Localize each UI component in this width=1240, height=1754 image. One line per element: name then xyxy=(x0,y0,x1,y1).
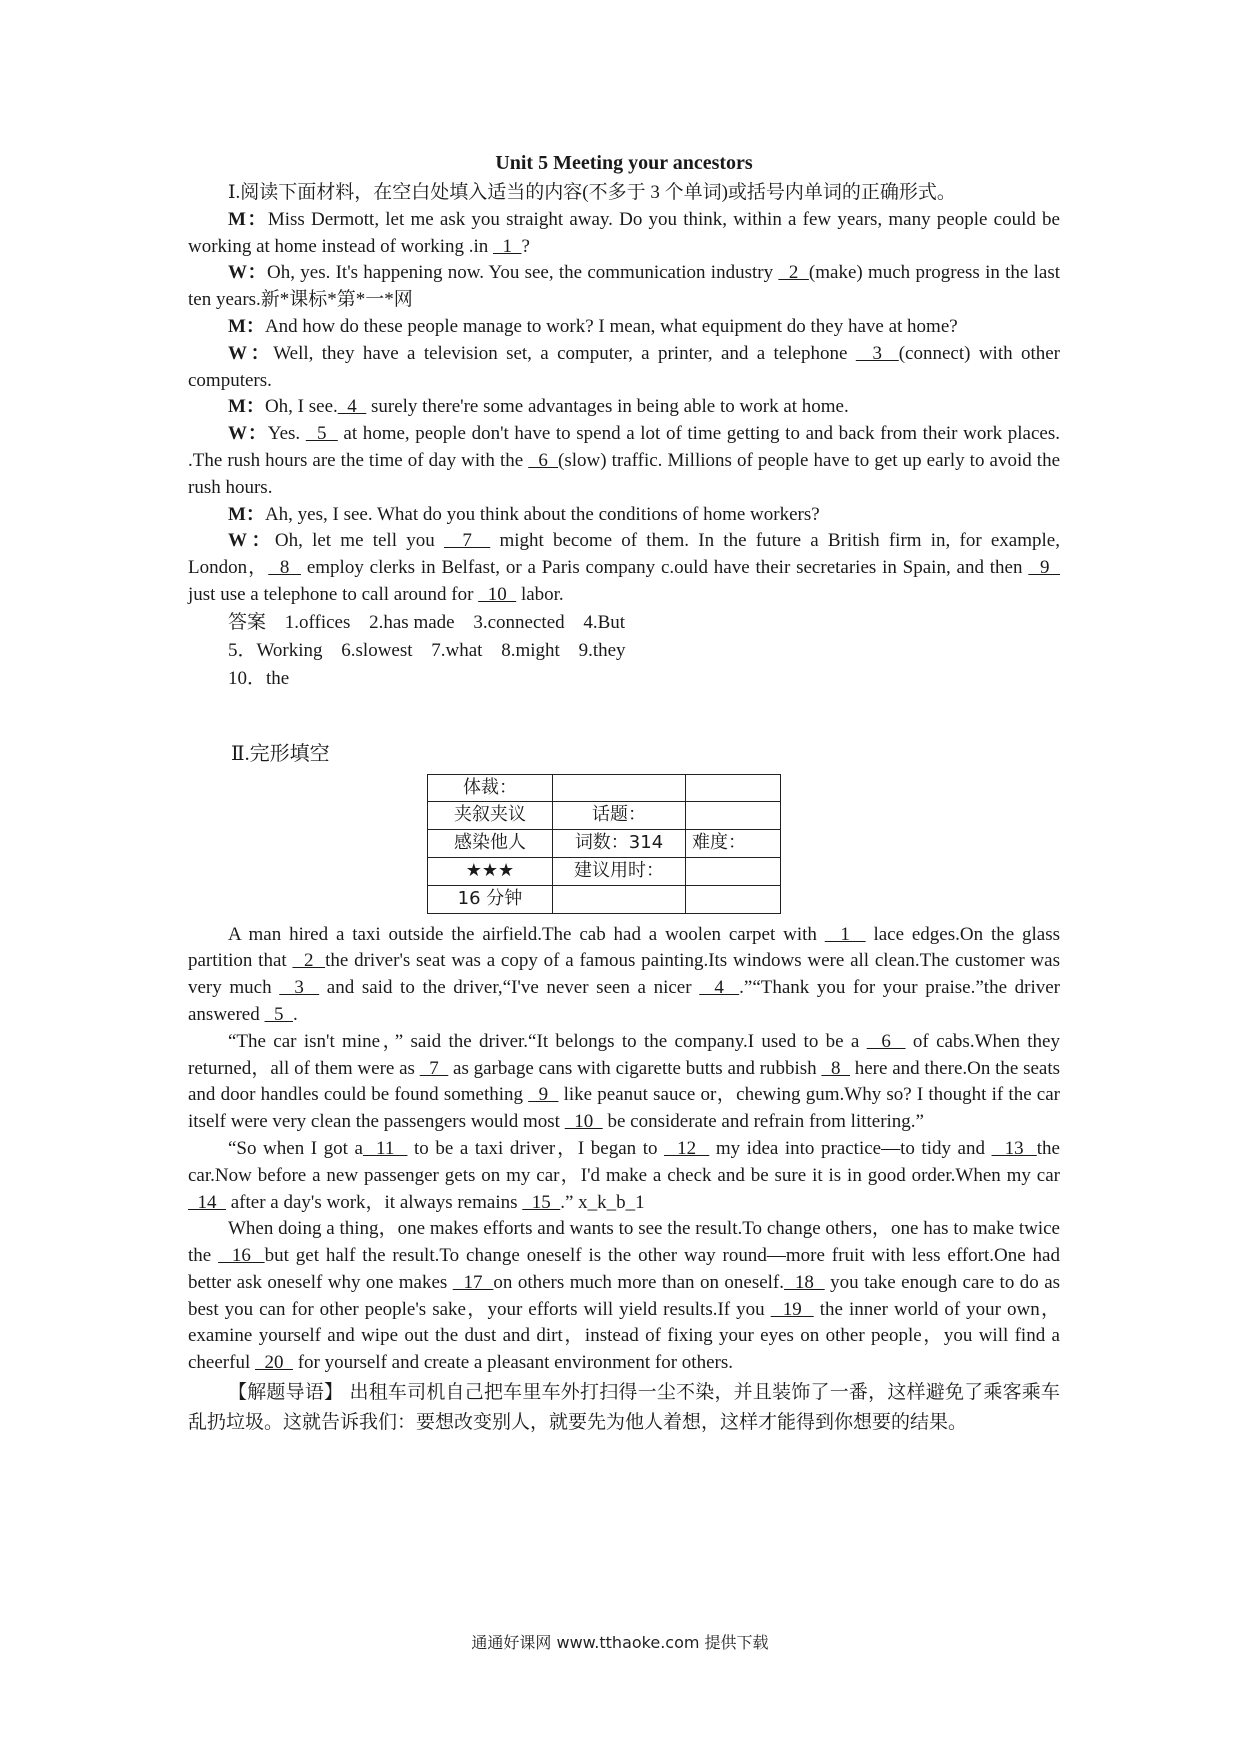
answer-item: 2.has made xyxy=(369,611,455,633)
blank-marker: 2 xyxy=(778,262,809,284)
answer-key xyxy=(188,609,1060,693)
page-footer: 通通好课网 www.tthaoke.com 提供下载 xyxy=(471,1633,769,1652)
blank-marker: 11 xyxy=(362,1137,408,1159)
dialogue-text: Well, they have a television set, a computer, a printer, and a telephone 3 (connect) with other computers. xyxy=(188,342,1061,391)
answer-item: 8.might xyxy=(501,639,560,661)
speaker-label: M： xyxy=(228,396,265,418)
blank-marker: 9 xyxy=(528,1084,559,1106)
answers-label: 答案 xyxy=(228,611,267,633)
table-cell xyxy=(686,774,781,802)
dialogue-line xyxy=(188,260,1060,314)
dialogue-text: Miss Dermott, let me ask you straight away. Do you think, within a few years, many people could be working at home instead of working .in 1 ? xyxy=(188,208,1060,257)
blank-marker: 3 xyxy=(855,342,899,364)
speaker-label: M： xyxy=(228,503,265,525)
blank-marker: 12 xyxy=(664,1137,710,1159)
blank-marker: 10 xyxy=(564,1111,603,1133)
dialogue-text: Oh, let me tell you 7 might become of them. In the future a British firm in, for example, London， 8 employ clerks in Belfast, or a Paris company c.ould have their secretaries in Spain, and then 9 just use a telephone to call around for 10 labor. xyxy=(188,530,1061,605)
answer-item: 9.they xyxy=(578,639,626,661)
passage-paragraph: “So when I got a 11 to be a taxi driver，I began to 12 my idea into practice—to tidy and 13 the car.Now before a new passenger gets on my car，I'd make a check and be sure it is in good order.When my car 14 after a day's work，it always remains 15 .” x_k_b_1 xyxy=(188,1137,1060,1213)
table-cell: 体裁： xyxy=(428,774,553,802)
table-cell: 建议用时： xyxy=(553,857,686,885)
answer-item: 3.connected xyxy=(473,611,565,633)
answer-item: 6.slowest xyxy=(341,639,413,661)
blank-marker: 4 xyxy=(699,977,740,999)
table-row xyxy=(428,885,781,913)
speaker-label: W： xyxy=(228,262,268,284)
dialogue-text: Ah, yes, I see. What do you think about the conditions of home workers? xyxy=(264,503,820,525)
table-cell: 16 分钟 xyxy=(428,885,553,913)
dialogue-line xyxy=(188,502,1060,529)
speaker-label: W： xyxy=(228,423,268,445)
page-content xyxy=(188,150,1060,1437)
dialogue xyxy=(188,207,1060,609)
blank-marker: 2 xyxy=(292,950,326,972)
dialogue-line xyxy=(188,341,1060,395)
section2-heading: Ⅱ.完形填空 xyxy=(231,742,330,765)
dialogue-text: And how do these people manage to work? I mean, what equipment do they have at home? xyxy=(264,315,958,337)
table-cell xyxy=(686,857,781,885)
blank-marker: 7 xyxy=(443,530,491,552)
answer-item: 7.what xyxy=(431,639,483,661)
table-cell: ★★★ xyxy=(428,857,553,885)
table-cell: 夹叙夹议 xyxy=(428,802,553,830)
blank-marker: 19 xyxy=(770,1298,814,1320)
answer-line xyxy=(228,637,1060,665)
table-cell xyxy=(686,802,781,830)
blank-marker: 5 xyxy=(264,1003,293,1025)
dialogue-text: Oh, I see. 4 surely there're some advantages in being able to work at home. xyxy=(264,396,849,418)
blank-marker: 5 xyxy=(305,423,338,445)
passage-info-table xyxy=(427,774,781,914)
blank-marker: 8 xyxy=(268,557,302,579)
table-cell xyxy=(553,774,686,802)
blank-marker: 4 xyxy=(337,396,367,418)
dialogue-line xyxy=(188,421,1060,501)
blank-marker: 17 xyxy=(452,1271,494,1293)
blank-marker: 15 xyxy=(522,1191,561,1213)
dialogue-line xyxy=(188,207,1060,261)
blank-marker: 1 xyxy=(824,923,866,945)
answer-item: 5．Working xyxy=(228,639,323,661)
blank-marker: 9 xyxy=(1028,557,1061,579)
blank-marker: 6 xyxy=(528,449,559,471)
blank-marker: 8 xyxy=(821,1057,850,1079)
table-cell xyxy=(686,885,781,913)
passage-paragraph: A man hired a taxi outside the airfield.The cab had a woolen carpet with 1 lace edges.On the glass partition that 2 the driver's seat was a copy of a famous painting.Its windows were all clean.The customer was very much 3 and said to the driver,“I've never seen a nicer 4 .”“Thank you for your praise.”the driver answered 5 . xyxy=(188,923,1060,1025)
table-row xyxy=(428,802,781,830)
speaker-label: M： xyxy=(228,315,265,337)
table-cell: 感染他人 xyxy=(428,830,553,858)
blank-marker: 3 xyxy=(279,977,320,999)
table-cell: 难度： xyxy=(686,830,781,858)
blank-marker: 6 xyxy=(866,1030,906,1052)
blank-marker: 18 xyxy=(784,1271,825,1293)
speaker-label: M： xyxy=(228,208,268,230)
table-cell: 话题： xyxy=(553,802,686,830)
dialogue-line xyxy=(188,528,1060,608)
blank-marker: 10 xyxy=(478,583,517,605)
dialogue-line xyxy=(188,314,1060,341)
solution-guide: 【解题导语】 出租车司机自己把车里车外打扫得一尘不染，并且装饰了一番，这样避免了乘客乘车乱扔垃圾。这就告诉我们：要想改变别人，就要先为他人着想，这样才能得到你想要的结果。 xyxy=(188,1381,1060,1434)
table-cell: 词数：314 xyxy=(553,830,686,858)
answer-line xyxy=(228,665,1060,693)
passage-paragraph: “The car isn't mine，” said the driver.“It belongs to the company.I used to be a 6 of cabs.When they returned，all of them were as 7 as garbage cans with cigarette butts and rubbish 8 here and there.On the seats and door handles could be found something 9 like peanut sauce or，chewing gum.Why so? I thought if the car itself were very clean the passengers would most 10 be considerate and refrain from littering.” xyxy=(188,1030,1061,1133)
answer-item: 4.But xyxy=(583,611,626,633)
table-row xyxy=(428,774,781,802)
dialogue-text: Oh, yes. It's happening now. You see, the communication industry 2 (make) much progress in the last ten years.新*课标*第*一*网 xyxy=(188,262,1060,311)
table-row xyxy=(428,857,781,885)
blank-marker: 16 xyxy=(218,1245,265,1267)
dialogue-text: Yes. 5 at home, people don't have to spend a lot of time getting to and back from their work places. .The rush hours are the time of day with the 6 (slow) traffic. Millions of people have to get up early to avoid the rush hours. xyxy=(188,423,1060,498)
answer-line xyxy=(228,609,1060,637)
blank-marker: 14 xyxy=(188,1191,226,1213)
speaker-label: W： xyxy=(228,342,274,364)
cloze-passage xyxy=(188,922,1060,1378)
section1-instruction: Ⅰ.阅读下面材料，在空白处填入适当的内容(不多于 3 个单词)或括号内单词的正确形式。 xyxy=(228,182,956,203)
passage-paragraph: When doing a thing，one makes efforts and wants to see the result.To change others，one has to make twice the 16 but get half the result.To change oneself is the other way round—more fruit with less effort.One had better ask oneself why one makes 17 on others much more than on oneself. 18 you take enough care to do as best you can for other people's sake，your efforts will yield results.If you 19 the inner world of your own，examine yourself and wipe out the dust and dirt，instead of fixing your eyes on other people，you will find a cheerful 20 for yourself and create a pleasant environment for others. xyxy=(188,1218,1061,1374)
answer-item: 10．the xyxy=(228,667,290,689)
table-row xyxy=(428,830,781,858)
blank-marker: 13 xyxy=(991,1137,1037,1159)
dialogue-line xyxy=(188,394,1060,421)
table-cell xyxy=(553,885,686,913)
blank-marker: 7 xyxy=(419,1057,449,1079)
answer-item: 1.offices xyxy=(284,611,351,633)
page-title: Unit 5 Meeting your ancestors xyxy=(495,152,753,174)
blank-marker: 1 xyxy=(493,235,522,257)
blank-marker: 20 xyxy=(254,1352,293,1374)
speaker-label: W： xyxy=(228,530,275,552)
